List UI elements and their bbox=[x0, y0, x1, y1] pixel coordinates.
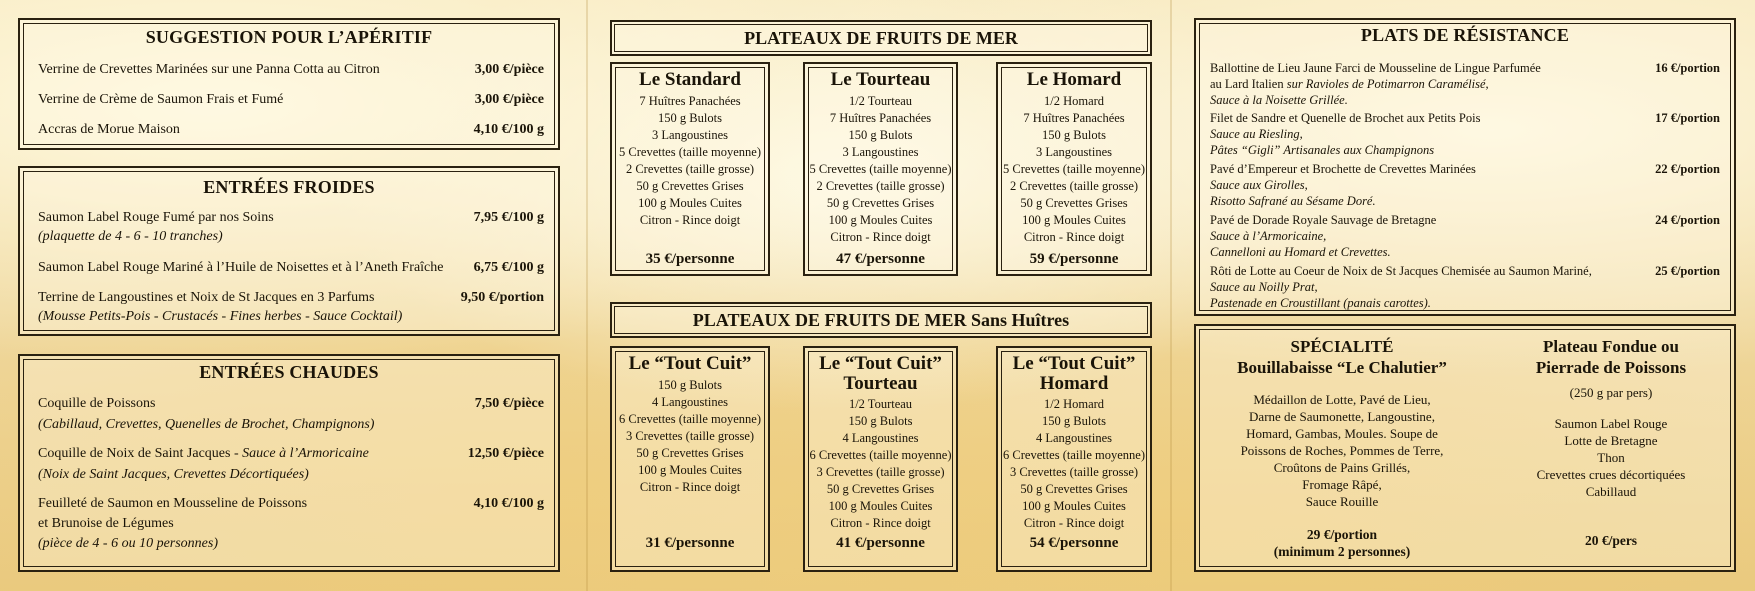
plate-tourteau: Le Tourteau 1/2 Tourteau 7 Huîtres Panachées 150 g Bulots 3 Langoustines 5 Crevettes (taille moyenne) 2 Crevettes (taille grosse) 50 g Crevettes Grises 100 g Moules Cuites Citron - Rince doigt 47 €/personne bbox=[803, 62, 958, 276]
plate-lines bbox=[805, 396, 956, 532]
item-line: 6 Crevettes (taille moyenne) bbox=[1003, 448, 1145, 462]
item-line: 7 Huîtres Panachées bbox=[1023, 111, 1125, 125]
section-title: SUGGESTION POUR L’APÉRITIF bbox=[145, 27, 433, 47]
menu-item: Coquille de Noix de Saint Jacques - Sauce à l’Armoricaine 12,50 €/pièce (Noix de Saint Jacques, Crevettes Décortiquées) bbox=[38, 446, 544, 482]
plateaux-title: PLATEAUX DE FRUITS DE MER bbox=[610, 20, 1152, 56]
item-line: 6 Crevettes (taille moyenne) bbox=[809, 448, 952, 462]
item-line: 3 Crevettes (taille grosse) bbox=[816, 465, 945, 479]
item-line: 50 g Crevettes Grises bbox=[1020, 482, 1128, 496]
item-line: Médaillon de Lotte, Pavé de Lieu, bbox=[1253, 392, 1431, 407]
fondue-pierrade: Plateau Fondue ou Pierrade de Poissons (250 g par pers) Saumon Label Rouge Lotte de Bretagne Thon Crevettes crues décortiquées Cabillaud 20 €/pers bbox=[1496, 336, 1726, 549]
item-line: Sauce Rouille bbox=[1305, 494, 1379, 509]
menu-item: Coquille de Poissons 7,50 €/pièce (Cabillaud, Crevettes, Quenelles de Brochet, Champignons) bbox=[38, 396, 544, 432]
item-line: Citron - Rince doigt bbox=[639, 480, 741, 494]
item-line: Citron - Rince doigt bbox=[1023, 516, 1125, 530]
plate-tout-cuit-homard: Le “Tout Cuit” Homard 1/2 Homard 150 g Bulots 4 Langoustines 6 Crevettes (taille moyenne) 3 Crevettes (taille grosse) 50 g Crevettes Grises 100 g Moules Cuites Citron - Rince doigt 54 €/personne bbox=[996, 346, 1152, 572]
item-line: 3 Langoustines bbox=[651, 128, 729, 142]
item-line: 150 g Bulots bbox=[1042, 414, 1106, 428]
item-line: 100 g Moules Cuites bbox=[1022, 499, 1126, 513]
item-line: Fromage Râpé, bbox=[1302, 477, 1382, 492]
item-line: 5 Crevettes (taille moyenne) bbox=[619, 145, 761, 159]
item-line: Homard, Gambas, Moules. Soupe de bbox=[1246, 426, 1438, 441]
item-line: Citron - Rince doigt bbox=[639, 213, 741, 227]
plat-item: Rôti de Lotte au Coeur de Noix de St Jacques Chemisée au Saumon Mariné, Sauce au Noilly Prat, Pastenade en Croustillant (panais carottes). 25 €/portion bbox=[1210, 264, 1720, 310]
section-title: PLATS DE RÉSISTANCE bbox=[1360, 25, 1570, 45]
item-line: Darne de Saumonette, Langoustine, bbox=[1249, 409, 1435, 424]
plate-lines bbox=[998, 93, 1150, 246]
menu-item: Saumon Label Rouge Mariné à l’Huile de Noisettes et à l’Aneth Fraîche 6,75 €/100 g bbox=[38, 260, 544, 275]
item-line: 4 Langoustines bbox=[842, 431, 919, 445]
item-line: 3 Langoustines bbox=[842, 145, 919, 159]
item-line: 100 g Moules Cuites bbox=[638, 196, 742, 210]
item-line: 2 Crevettes (taille grosse) bbox=[816, 179, 945, 193]
item-line: 150 g Bulots bbox=[1042, 128, 1106, 142]
item-line: 50 g Crevettes Grises bbox=[826, 196, 935, 210]
menu-item: Accras de Morue Maison 4,10 €/100 g bbox=[38, 122, 544, 137]
plat-item: Ballottine de Lieu Jaune Farci de Mousseline de Lingue Parfumée au Lard Italien sur Ravioles de Potimarron Caramélisé, Sauce à la Noisette Grillée. 16 €/portion bbox=[1210, 61, 1720, 107]
specialite-bouillabaisse: SPÉCIALITÉ Bouillabaisse “Le Chalutier” Médaillon de Lotte, Pavé de Lieu, Darne de Saumonette, Langoustine, Homard, Gambas, Moules. Soupe de Poissons de Roches, Pommes de Terre, Croûtons de Pains Grillés, Fromage Râpé, Sauce Rouille 29 €/portion (minimum 2 personnes) bbox=[1206, 336, 1478, 560]
item-line: 2 Crevettes (taille grosse) bbox=[625, 162, 755, 176]
item-line: 1/2 Homard bbox=[1043, 397, 1105, 411]
item-line: Citron - Rince doigt bbox=[830, 230, 931, 244]
item-line: 150 g Bulots bbox=[658, 378, 722, 392]
menu-item: Terrine de Langoustines et Noix de St Jacques en 3 Parfums 9,50 €/portion (Mousse Petits-Pois - Crustacés - Fines herbes - Sauce Cocktail) bbox=[38, 290, 544, 324]
fold-line-right bbox=[1170, 0, 1172, 591]
item-line: Cabillaud bbox=[1585, 484, 1637, 499]
item-line: 50 g Crevettes Grises bbox=[826, 482, 935, 496]
plate-lines bbox=[805, 93, 956, 246]
item-line: 150 g Bulots bbox=[848, 128, 913, 142]
item-line: 50 g Crevettes Grises bbox=[636, 179, 744, 193]
item-line: Crevettes crues décortiquées bbox=[1536, 467, 1686, 482]
item-line: 100 g Moules Cuites bbox=[828, 499, 933, 513]
plat-item: Pavé de Dorade Royale Sauvage de Bretagne Sauce à l’Armoricaine, Cannelloni au Homard et Crevettes. 24 €/portion bbox=[1210, 213, 1720, 259]
plate-lines bbox=[612, 93, 768, 229]
item-line: Croûtons de Pains Grillés, bbox=[1273, 460, 1411, 475]
item-line: Poissons de Roches, Pommes de Terre, bbox=[1240, 443, 1444, 458]
specialites-section bbox=[1194, 324, 1736, 572]
plate-lines bbox=[612, 377, 768, 496]
item-line: 1/2 Tourteau bbox=[848, 94, 913, 108]
aperitif-section bbox=[18, 18, 560, 150]
item-line: Lotte de Bretagne bbox=[1564, 433, 1658, 448]
fold-line-left bbox=[586, 0, 588, 591]
plat-item: Pavé d’Empereur et Brochette de Crevettes Marinées Sauce aux Girolles, Risotto Safrané au Sésame Doré. 22 €/portion bbox=[1210, 162, 1720, 208]
item-line: 4 Langoustines bbox=[1035, 431, 1113, 445]
item-line: 5 Crevettes (taille moyenne) bbox=[1003, 162, 1145, 176]
item-line: 2 Crevettes (taille grosse) bbox=[1009, 179, 1139, 193]
item-line: 5 Crevettes (taille moyenne) bbox=[809, 162, 952, 176]
item-line: 1/2 Tourteau bbox=[848, 397, 913, 411]
item-line: 150 g Bulots bbox=[658, 111, 722, 125]
section-title: ENTRÉES FROIDES bbox=[203, 177, 375, 197]
menu-item: Verrine de Crème de Saumon Frais et Fumé 3,00 €/pièce bbox=[38, 92, 544, 107]
plate-lines bbox=[998, 396, 1150, 532]
item-line: 100 g Moules Cuites bbox=[828, 213, 933, 227]
item-line: 4 Langoustines bbox=[651, 395, 729, 409]
plat-item: Filet de Sandre et Quenelle de Brochet aux Petits Pois Sauce au Riesling, Pâtes “Gigli” Artisanales aux Champignons 17 €/portion bbox=[1210, 111, 1720, 157]
entrees-chaudes-section bbox=[18, 354, 560, 572]
item-line: 150 g Bulots bbox=[848, 414, 913, 428]
item-line: Thon bbox=[1597, 450, 1625, 465]
plats-section bbox=[1194, 18, 1736, 316]
section-title: ENTRÉES CHAUDES bbox=[199, 362, 379, 382]
plate-standard: Le Standard 7 Huîtres Panachées 150 g Bulots 3 Langoustines 5 Crevettes (taille moyenne) 2 Crevettes (taille grosse) 50 g Crevettes Grises 100 g Moules Cuites Citron - Rince doigt 35 €/personne bbox=[610, 62, 770, 276]
plate-tout-cuit: Le “Tout Cuit” 150 g Bulots 4 Langoustines 6 Crevettes (taille moyenne) 3 Crevettes (taille grosse) 50 g Crevettes Grises 100 g Moules Cuites Citron - Rince doigt 31 €/personne bbox=[610, 346, 770, 572]
item-line: 7 Huîtres Panachées bbox=[829, 111, 932, 125]
item-line: 100 g Moules Cuites bbox=[1022, 213, 1126, 227]
item-line: Saumon Label Rouge bbox=[1554, 416, 1668, 431]
item-line: 6 Crevettes (taille moyenne) bbox=[619, 412, 761, 426]
plateaux-sans-title: PLATEAUX DE FRUITS DE MER Sans Huîtres bbox=[610, 302, 1152, 338]
item-line: 50 g Crevettes Grises bbox=[1020, 196, 1128, 210]
item-line: 3 Crevettes (taille grosse) bbox=[1009, 465, 1139, 479]
menu-item: Verrine de Crevettes Marinées sur une Panna Cotta au Citron 3,00 €/pièce bbox=[38, 62, 544, 77]
item-line: 7 Huîtres Panachées bbox=[639, 94, 741, 108]
plate-tout-cuit-tourteau: Le “Tout Cuit” Tourteau 1/2 Tourteau 150 g Bulots 4 Langoustines 6 Crevettes (taille moyenne) 3 Crevettes (taille grosse) 50 g Crevettes Grises 100 g Moules Cuites Citron - Rince doigt 41 €/personne bbox=[803, 346, 958, 572]
item-line: 3 Langoustines bbox=[1035, 145, 1113, 159]
entrees-froides-section bbox=[18, 166, 560, 336]
item-line: 100 g Moules Cuites bbox=[638, 463, 742, 477]
item-line: 50 g Crevettes Grises bbox=[636, 446, 744, 460]
menu-item: Saumon Label Rouge Fumé par nos Soins 7,95 €/100 g (plaquette de 4 - 6 - 10 tranches) bbox=[38, 210, 544, 244]
item-line: 3 Crevettes (taille grosse) bbox=[625, 429, 755, 443]
item-line: 1/2 Homard bbox=[1043, 94, 1105, 108]
plate-homard: Le Homard 1/2 Homard 7 Huîtres Panachées 150 g Bulots 3 Langoustines 5 Crevettes (taille moyenne) 2 Crevettes (taille grosse) 50 g Crevettes Grises 100 g Moules Cuites Citron - Rince doigt 59 €/personne bbox=[996, 62, 1152, 276]
menu-item: Feuilleté de Saumon en Mousseline de Poissons 4,10 €/100 g et Brunoise de Légumes (pièce de 4 - 6 ou 10 personnes) bbox=[38, 496, 544, 551]
item-line: Citron - Rince doigt bbox=[830, 516, 931, 530]
item-line: Citron - Rince doigt bbox=[1023, 230, 1125, 244]
